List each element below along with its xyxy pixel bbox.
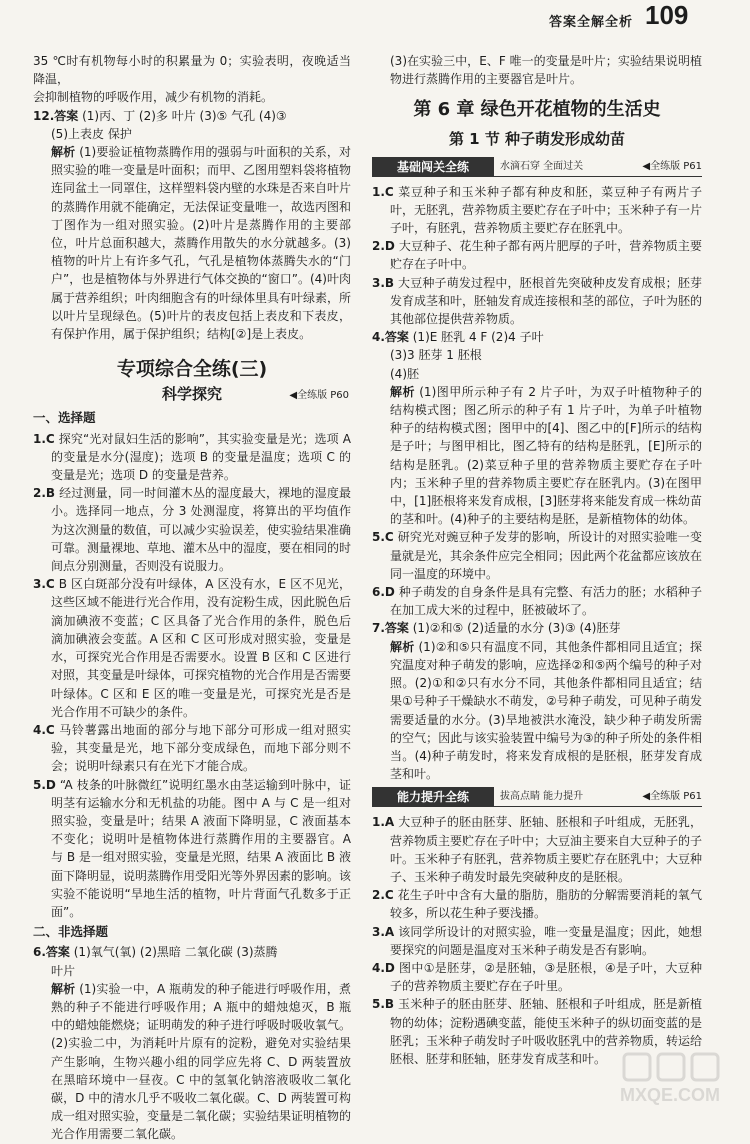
section-ref: ◀全练版 P60: [289, 390, 349, 402]
q6-analysis: [33, 980, 351, 1144]
answer-line: (1)氧气(氧) (2)黑暗 二氧化碳 (3)蒸腾: [73, 945, 278, 960]
analysis-label: 解析: [390, 384, 415, 399]
band-rule: [494, 176, 702, 177]
mc-item: [33, 484, 351, 575]
item-label: 3.B: [372, 275, 395, 290]
answer-line: (5)上表皮 保护: [51, 126, 132, 141]
band-motto: 拔高点睛 能力提升: [500, 791, 584, 803]
answer-label: 12.答案: [33, 108, 79, 123]
mc-item: [33, 721, 351, 776]
right-column: [372, 52, 702, 1068]
watermark-logo-icon: [620, 1050, 740, 1086]
section-subtitle: [33, 385, 351, 403]
item-text: B 区白斑部分没有叶绿体，A 区没有水，E 区不见光，这些区域不能进行光合作用，没有淀粉生成，因此脱色后滴加碘液不变蓝；C 区具备了光合作用的条件，脱色后滴加碘液会变蓝。A 区和 C 区可形成对照实验，变量是水，可探究光合作用是否需要水。设置 B 区和 C 区进行对照，其变量是叶绿体，可探究植物的光合作用是否需要叶绿体。C 区和 E 区的唯一变量是光，可探究光是否是光合作用不可缺少的条件。: [51, 577, 352, 719]
analysis-label: 解析: [51, 981, 76, 996]
adv-item: [372, 886, 702, 922]
q7-answer: [372, 619, 702, 637]
item-text: 大豆种子的胚由胚芽、胚轴、胚根和子叶组成，无胚乳，营养物质主要贮存在子叶中；大豆油主要来自大豆种子的子叶。玉米种子有胚乳，营养物质主要贮存在胚乳中；大豆种子、玉米种子萌发时最先突破种皮的是胚根。: [390, 815, 703, 884]
q12-analysis: [33, 143, 351, 343]
item-label: 4.D: [372, 960, 395, 975]
band-basic: [372, 157, 702, 177]
item-text: 研究光对豌豆种子发芽的影响，所设计的对照实验唯一变量就是光，其余条件应完全相同；因此两个花盆都应该放在同一温度的环境中。: [390, 530, 703, 581]
mc-item: [33, 430, 351, 485]
basic-item: [372, 183, 702, 238]
item-text: 种子萌发的自身条件是具有完整、有活力的胚；水稻种子在加工成大米的过程中，胚被破坏了。: [390, 585, 702, 618]
band-rule: [494, 806, 702, 807]
nmc-heading: 二、非选择题: [33, 924, 109, 940]
q4-analysis: [372, 383, 702, 529]
section-title: 专项综合全练(三): [116, 358, 268, 381]
adv-item: [372, 959, 702, 995]
analysis-text: (1)②和⑤只有温度不同，其他条件都相同且适宜；探究温度对种子萌发的影响，应选择②和⑤两个编号的种子对照。(2)①和②只有水分不同，其他条件都相同且适宜；结果①号种子干燥缺水不萌发，②号种子萌发，可见种子萌发需要适量的水分。(3)旱地被洪水淹没，缺少种子萌发所需的空气；因此与该实验装置中编号为③的种子所处的条件相当。(4)种子萌发时，将来发育成根的是胚根，胚芽发育成茎和叶。: [390, 639, 702, 782]
item-label: 5.B: [372, 997, 395, 1012]
header-tag: 答案全解全析: [549, 15, 634, 30]
page-header: [0, 0, 750, 50]
item-label: 5.C: [372, 530, 394, 545]
item-label: 2.D: [372, 239, 395, 254]
item-text: 经过测量，同一时间灌木丛的湿度最大，裸地的湿度最小。选择同一地点，分 3 处测湿度，将算出的平均值作为这次测量的数值，可以减少实验误差，使实验结果准确可靠。测量裸地、草地、灌木丛中的湿度，要在相同的时间点分别测量，否则没有说服力。: [51, 486, 352, 574]
left-column: [33, 52, 351, 1144]
answer-line: 叶片: [51, 963, 76, 978]
item-label: 4.C: [33, 722, 55, 737]
basic-item: [372, 237, 702, 273]
item-text: 该同学所设计的对照实验，唯一变量是温度；因此，她想要探究的问题是温度对玉米种子萌发是否有影响。: [390, 924, 702, 957]
analysis-text: (1)要验证植物蒸腾作用的强弱与叶面积的关系，对照实验的唯一变量是叶面积；而甲、乙图用塑料袋将植物连同盆土一同罩住，这样塑料袋内壁的水珠是否来自叶片的蒸腾作用就不能确定，无法保证变量唯一，故选丙图和丁图作为一组对照实验。(2)叶片是蒸腾作用的主要部位，叶片总面积越大，蒸腾作用散失的水分就越多。(3)植物的叶片上有许多气孔，气孔是植物体蒸腾失水的“门户”，也是植物体与外界进行气体交换的“窗口”。(4)叶肉属于营养组织；叶肉细胞含有的叶绿体里具有叶绿素，所以叶片呈现绿色。(5)叶片的表皮包括上表皮和下表皮，有保护作用，属于保护组织；结构[②]是上表皮。: [51, 145, 352, 342]
basic-item: [372, 274, 702, 329]
item-text: 图中①是胚芽，②是胚轴，③是胚根，④是子叶，大豆种子的营养物质主要贮存在子叶里。: [390, 960, 702, 994]
answer-line: (3)3 胚芽 1 胚根: [390, 348, 482, 363]
item-label: 1.A: [372, 815, 395, 830]
adv-item: [372, 923, 702, 959]
band-advanced: [372, 787, 702, 807]
item-label: 6.D: [372, 585, 395, 600]
page-number: 109: [645, 0, 689, 30]
item-text: 马铃薯露出地面的部分与地下部分可形成一组对照实验，其变量是光，地下部分变成绿色，而地下部分则不会；说明叶绿素只有在光下才能合成。: [51, 722, 351, 774]
item-label: 5.D: [33, 777, 56, 792]
section-subtitle-text: 科学探究: [161, 385, 222, 404]
chapter-title: 第 6 章 绿色开花植物的生活史: [413, 99, 661, 121]
item-text: “A 枝条的叶脉微红”说明红墨水由茎运输到叶脉中，证明茎有运输水分和无机盐的功能。图中 A 与 C 是一组对照实验，变量是叶；结果 A 液面下降明显，C 液面基本不变化；说明叶是植物体进行蒸腾作用的主要器官。A 与 B 是一组对照实验，变量是光照，结果 A 液面比 B 液面下降明显，说明蒸腾作用受阳光等外界因素的影响。该实验不能说明“旱地生活的植物，叶片背面气孔数多于正面”。: [51, 777, 352, 919]
item-label: 2.C: [372, 888, 394, 903]
item-label: 1.C: [33, 431, 55, 446]
mc-item: [33, 575, 351, 721]
right-intro: (3)在实验三中，E、F 唯一的变量是叶片；实验结果说明植物进行蒸腾作用的主要器官是叶片。: [390, 54, 702, 87]
item-text: 大豆种子萌发过程中，胚根首先突破种皮发育成根；胚芽发育成茎和叶，胚轴发育成连接根和茎的部位，子叶为胚的其他部位提供营养物质。: [390, 275, 703, 327]
basic-item: [372, 528, 702, 583]
answer-line: (4)胚: [390, 366, 419, 381]
band-label: 基础闯关全练: [372, 157, 494, 177]
q12-answer: [33, 107, 351, 125]
q7-analysis: [372, 638, 702, 784]
analysis-label: 解析: [51, 145, 76, 160]
mc-heading: 一、选择题: [33, 410, 96, 426]
band-ref: ◀全练版 P61: [642, 160, 702, 172]
adv-item: [372, 813, 702, 886]
intro-line: 会抑制植物的呼吸作用，减少有机物的消耗。: [33, 90, 274, 105]
q4-answer: [372, 328, 702, 346]
q6-answer: [33, 943, 351, 961]
item-text: 花生子叶中含有大量的脂肪，脂肪的分解需要消耗的氧气较多，所以花生种子要浅播。: [390, 888, 702, 921]
item-text: 玉米种子的胚由胚芽、胚轴、胚根和子叶组成，胚是新植物的幼体；淀粉遇碘变蓝，能使玉米种子的纵切面变蓝的是胚乳；玉米种子萌发时子叶吸收胚乳中的营养物质，转运给胚根、胚芽和胚轴，胚芽发育成茎和叶。: [390, 997, 703, 1066]
analysis-text: (1)图甲所示种子有 2 片子叶，为双子叶植物种子的结构模式图；图乙所示的种子有 1 片子叶，为单子叶植物种子的结构模式图；图甲中的[4]、图乙中的[F]所示的结构是子叶；与图甲相比，图乙特有的结构是胚乳，[E]所示的结构是胚乳。(2)菜豆种子里的营养物质主要贮存在子叶内；玉米种子里的营养物质主要贮存在胚乳内。(3)在图甲中，[1]胚根将来发育成根，[3]胚芽将来能发育成一株幼苗的茎和叶。(4)种子的主要结构是胚，是新植物体的幼体。: [390, 384, 702, 527]
analysis-label: 解析: [390, 639, 415, 654]
section-title: 第 1 节 种子萌发形成幼苗: [448, 130, 626, 149]
band-label: 能力提升全练: [372, 787, 494, 807]
answer-line: (1)E 胚乳 4 F (2)4 子叶: [412, 330, 544, 345]
answer-label: 4.答案: [372, 330, 409, 345]
item-label: 3.C: [33, 577, 55, 592]
item-label: 3.A: [372, 924, 395, 939]
answer-label: 6.答案: [33, 945, 70, 960]
band-motto: 水滴石穿 全面过关: [500, 160, 584, 172]
item-label: 2.B: [33, 486, 56, 501]
answer-line: (1)丙、丁 (2)多 叶片 (3)⑤ 气孔 (4)③: [82, 108, 287, 123]
answer-label: 7.答案: [372, 621, 409, 636]
item-text: 菜豆种子和玉米种子都有种皮和胚，菜豆种子有两片子叶，无胚乳，营养物质主要贮存在子叶中；玉米种子有一片子叶，有胚乳，营养物质主要贮存在胚乳中。: [390, 184, 703, 236]
watermark: [620, 1050, 740, 1108]
mc-item: [33, 776, 351, 922]
band-ref: ◀全练版 P61: [642, 791, 702, 803]
watermark-text: MXQE.COM: [620, 1085, 721, 1105]
analysis-text: (1)实验一中，A 瓶萌发的种子能进行呼吸作用，煮熟的种子不能进行呼吸作用；A 瓶中的蜡烛熄灭，B 瓶中的蜡烛能燃烧；证明萌发的种子进行呼吸时吸收氧气。(2)实验二中，为消耗叶片原有的淀粉，避免对实验结果产生影响，生物兴趣小组的同学应先将 C、D 两装置放在黑暗环境中一昼夜。C 中的氢氧化钠溶液吸收二氧化碳，D 中的清水几乎不吸收二氧化碳。C、D 两装置可构成一组对照实验，变量是二氧化碳；实验结果证明植物的光合作用需要二氧化碳。: [51, 981, 352, 1142]
item-label: 1.C: [372, 184, 394, 199]
item-text: 大豆种子、花生种子都有两片肥厚的子叶，营养物质主要贮存在子叶中。: [390, 239, 702, 272]
answer-line: (1)②和⑤ (2)适量的水分 (3)③ (4)胚芽: [412, 621, 621, 636]
basic-item: [372, 583, 702, 619]
intro-line: 35 ℃时有机物每小时的积累量为 0；实验表明，夜晚适当降温，: [33, 54, 351, 87]
item-text: 探究“光对鼠妇生活的影响”，其实验变量是光；选项 A 的变量是水分(湿度)；选项 B 的变量是温度；选项 C 的变量是光；选项 D 的变量是营养。: [51, 431, 351, 483]
